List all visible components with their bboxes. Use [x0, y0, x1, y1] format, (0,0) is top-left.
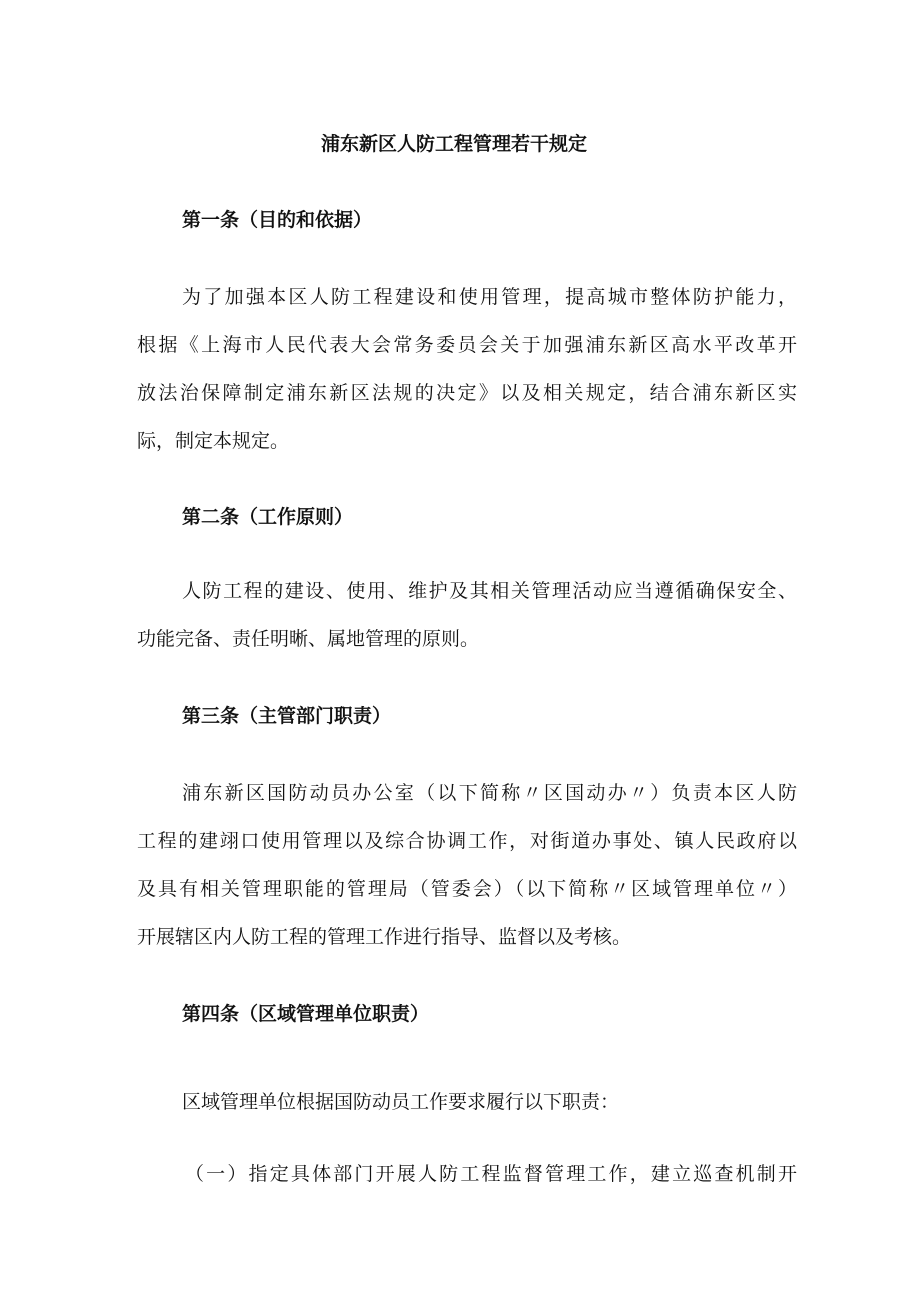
article-4-paragraph-1 [137, 1078, 797, 1126]
article-1-heading: 第一条（目的和依据） [182, 209, 373, 231]
paragraph-line: 工程的建翊口使用管理以及综合协调工作，对街道办事处、镇人民政府以 [137, 830, 797, 852]
article-4-heading: 第四条（区域管理单位职责） [182, 1003, 430, 1025]
paragraph-line: 根据《上海市人民代表大会常务委员会关于加强浦东新区高水平改革开 [137, 334, 797, 356]
article-2-paragraph [137, 567, 797, 663]
paragraph-line: （一）指定具体部门开展人防工程监督管理工作，建立巡查机制开 [185, 1163, 797, 1185]
article-4-paragraph-2 [137, 1150, 797, 1198]
paragraph-line: 浦东新区国防动员办公室（以下简称〃区国动办〃）负责本区人防 [182, 782, 797, 804]
paragraph-line: 放法治保障制定浦东新区法规的决定》以及相关规定，结合浦东新区实 [137, 382, 797, 404]
document-title: 浦东新区人防工程管理若干规定 [320, 133, 587, 155]
article-3-paragraph [137, 769, 797, 961]
article-2-heading: 第二条（工作原则） [182, 506, 354, 528]
article-1-paragraph [137, 273, 797, 465]
paragraph-line: 开展辖区内人防工程的管理工作进行指导、监督以及考核。 [137, 926, 632, 948]
article-3-heading: 第三条（主管部门职责） [182, 705, 392, 727]
paragraph-line: 际，制定本规定。 [137, 430, 290, 452]
paragraph-line: 为了加强本区人防工程建设和使用管理，提高城市整体防护能力， [182, 286, 797, 308]
paragraph-line: 区域管理单位根据国防动员工作要求履行以下职责： [182, 1091, 620, 1113]
paragraph-line: 功能完备、责任明晰、属地管理的原则。 [137, 628, 480, 650]
paragraph-line: 人防工程的建设、使用、维护及其相关管理活动应当遵循确保安全、 [182, 580, 797, 602]
paragraph-line: 及具有相关管理职能的管理局（管委会）（以下简称〃区域管理单位〃） [137, 878, 797, 900]
